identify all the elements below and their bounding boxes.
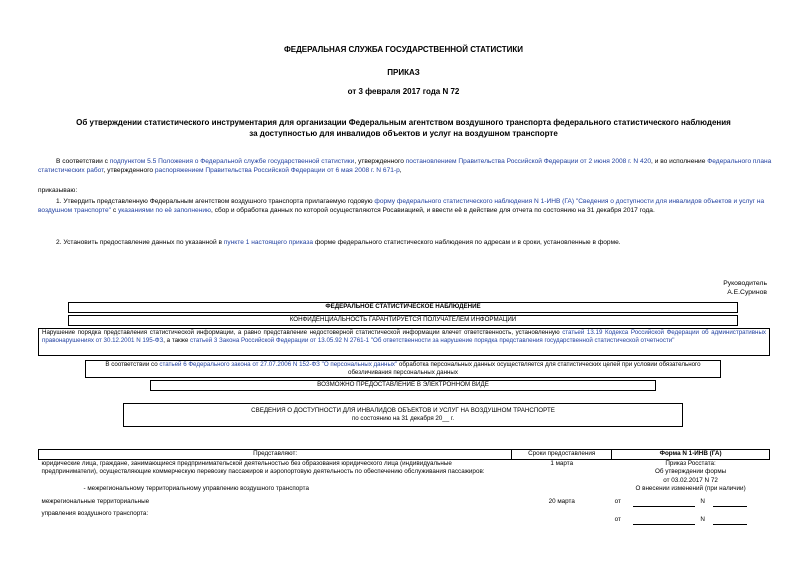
- signature-name: А.Е.Суринов: [727, 289, 767, 296]
- row2-form: О внесении изменений (при наличии): [635, 485, 746, 492]
- item-1-text: , сбор и обработка данных по которой осуществляются Росавиацией, и ввести её в действие для отчета по состоянию на 31 декабря 2017 года.: [210, 207, 655, 214]
- col-submit: Представляют:: [39, 450, 512, 460]
- report-title: СВЕДЕНИЯ О ДОСТУПНОСТИ ДЛЯ ИНВАЛИДОВ ОБЪЕКТОВ И УСЛУГ НА ВОЗДУШНОМ ТРАНСПОРТЕ: [251, 407, 555, 414]
- link-regulation-5-5[interactable]: подпунктом 5.5 Положения о Федеральной службе государственной статистики: [109, 158, 355, 165]
- link-resolution-420[interactable]: постановлением Правительства Российской Федерации от 2 июня 2008 г. N 420: [405, 158, 652, 165]
- link-form-instructions[interactable]: указаниями по её заполнению: [117, 207, 211, 214]
- doc-date-number: от 3 февраля 2017 года N 72: [347, 87, 460, 96]
- link-item-1[interactable]: пункте 1 настоящего приказа: [223, 239, 314, 246]
- form-order-label: Приказ Росстата:: [665, 459, 716, 467]
- col-deadline: Сроки предоставления: [512, 450, 612, 460]
- row3-deadline: 20 марта: [548, 497, 575, 505]
- table-row: [39, 485, 770, 494]
- preamble-text: , утвержденного: [103, 167, 155, 174]
- preamble-text: , и во исполнение: [651, 158, 708, 165]
- box-confidentiality: КОНФИДЕНЦИАЛЬНОСТЬ ГАРАНТИРУЕТСЯ ПОЛУЧАТЕЛЕМ ИНФОРМАЦИИ: [68, 315, 738, 326]
- form-approval-label: Об утверждении формы: [654, 468, 727, 475]
- table-row: [39, 459, 770, 485]
- form-table-header: [39, 450, 770, 460]
- box-electronic: ВОЗМОЖНО ПРЕДОСТАВЛЕНИЕ В ЭЛЕКТРОННОМ ВИДЕ: [150, 380, 656, 391]
- link-koap-13-19[interactable]: статьей 13.19 Кодекса Российской Федерации об административных правонарушениях от 30.12.2001 N 195-ФЗ: [42, 329, 766, 344]
- item-2-text: форме федерального статистического наблюдения по адресам и в сроки, установленные в форме.: [313, 239, 621, 246]
- ordered-label: приказываю:: [38, 187, 78, 194]
- form-table: [38, 449, 770, 525]
- agency-name: ФЕДЕРАЛЬНАЯ СЛУЖБА ГОСУДАРСТВЕННОЙ СТАТИСТИКИ: [283, 45, 524, 54]
- amendment-number-field-2[interactable]: [713, 516, 747, 526]
- link-form-1-inv[interactable]: форму федерального статистического наблюдения N 1-ИНВ (ГА) "Сведения о доступности для инвалидов объектов и услуг на воздушном транспорте": [38, 198, 765, 214]
- report-date: по состоянию на 31 декабря 20__ г.: [351, 415, 455, 422]
- link-law-152-fz[interactable]: статьей 6 Федерального закона от 27.07.2006 N 152-ФЗ "О персональных данных": [159, 361, 398, 368]
- row3-submit: межрегиональные территориальные: [41, 497, 150, 505]
- doc-type: ПРИКАЗ: [387, 68, 420, 77]
- number-label: N: [700, 515, 705, 523]
- doc-title-line2: за доступностью для инвалидов объектов и услуг на воздушном транспорте: [249, 129, 558, 138]
- form-order-date: от 03.02.2017 N 72: [663, 476, 718, 484]
- item-2-text: 2. Установить предоставление данных по указанной в: [56, 239, 224, 246]
- row4-amendment-fields: [612, 510, 770, 526]
- preamble-text: В соответствии с: [56, 158, 110, 165]
- from-label: от: [614, 497, 621, 505]
- box-federal-observation: ФЕДЕРАЛЬНОЕ СТАТИСТИЧЕСКОЕ НАБЛЮДЕНИЕ: [68, 302, 738, 313]
- item-1-text: 1. Утвердить представленную Федеральным агентством воздушного транспорта прилагаемую годовую: [56, 198, 375, 205]
- col-form: Форма N 1-ИНВ (ГА): [612, 450, 770, 460]
- row2-submit: - межрегиональному территориальному управлению воздушного транспорта: [83, 485, 309, 492]
- signature-role: Руководитель: [723, 280, 767, 287]
- amendment-date-field[interactable]: [633, 498, 695, 508]
- row1-form: [612, 459, 770, 485]
- preamble-paragraph: [38, 157, 773, 175]
- box-report-title: [123, 403, 683, 427]
- preamble-text: , утвержденного: [354, 158, 406, 165]
- signature-block: [723, 279, 767, 297]
- link-federal-plan[interactable]: Федерального плана статистических работ: [38, 158, 772, 174]
- table-row: [39, 510, 770, 526]
- from-label: от: [614, 515, 621, 523]
- link-order-671r[interactable]: распоряжением Правительства Российской Федерации от 6 мая 2008 г. N 671-р: [154, 167, 400, 174]
- item-1-paragraph: [38, 197, 773, 215]
- table-row: [39, 494, 770, 510]
- box-personal-data: [85, 360, 721, 378]
- liability-text: , а также: [163, 337, 191, 344]
- item-2-paragraph: [38, 238, 773, 247]
- preamble-text: ,: [399, 167, 402, 174]
- amendment-date-field-2[interactable]: [633, 516, 695, 526]
- item-1-text: с: [111, 207, 118, 214]
- personal-data-text: В соответствии со: [105, 361, 160, 368]
- liability-text: Нарушение порядка представления статистической информации, а равно представление недостоверной статистической информации влечет ответственность, установленную: [42, 329, 563, 336]
- row1-deadline: 1 марта: [550, 459, 574, 467]
- doc-title: [10, 117, 797, 139]
- doc-title-line1: Об утверждении статистического инструментария для организации Федеральным агентством воздушного транспорта федерального статистического наблюдения: [76, 118, 731, 127]
- link-law-2761-1[interactable]: статьей 3 Закона Российской Федерации от 13.05.92 N 2761-1 "Об ответственности за нарушение порядка представления государственной статистической отчетности": [190, 337, 675, 344]
- box-liability: [38, 328, 770, 356]
- personal-data-text: обработка персональных данных осуществляется для статистических целей при условии обязательного обезличивания персональных данных: [348, 361, 701, 376]
- amendment-number-field[interactable]: [713, 498, 747, 508]
- number-label: N: [700, 497, 705, 505]
- row4-submit: управления воздушного транспорта:: [41, 509, 149, 517]
- row3-amendment-fields: [612, 494, 770, 510]
- row1-submit: юридические лица, граждане, занимающиеся предпринимательской деятельностью без образования юридического лица (индивидуальные предприниматели), осуществляющие коммерческую перевозку пассажиров и аэропортовую деятельность по обеспечению обслуживания пассажиров:: [41, 459, 485, 475]
